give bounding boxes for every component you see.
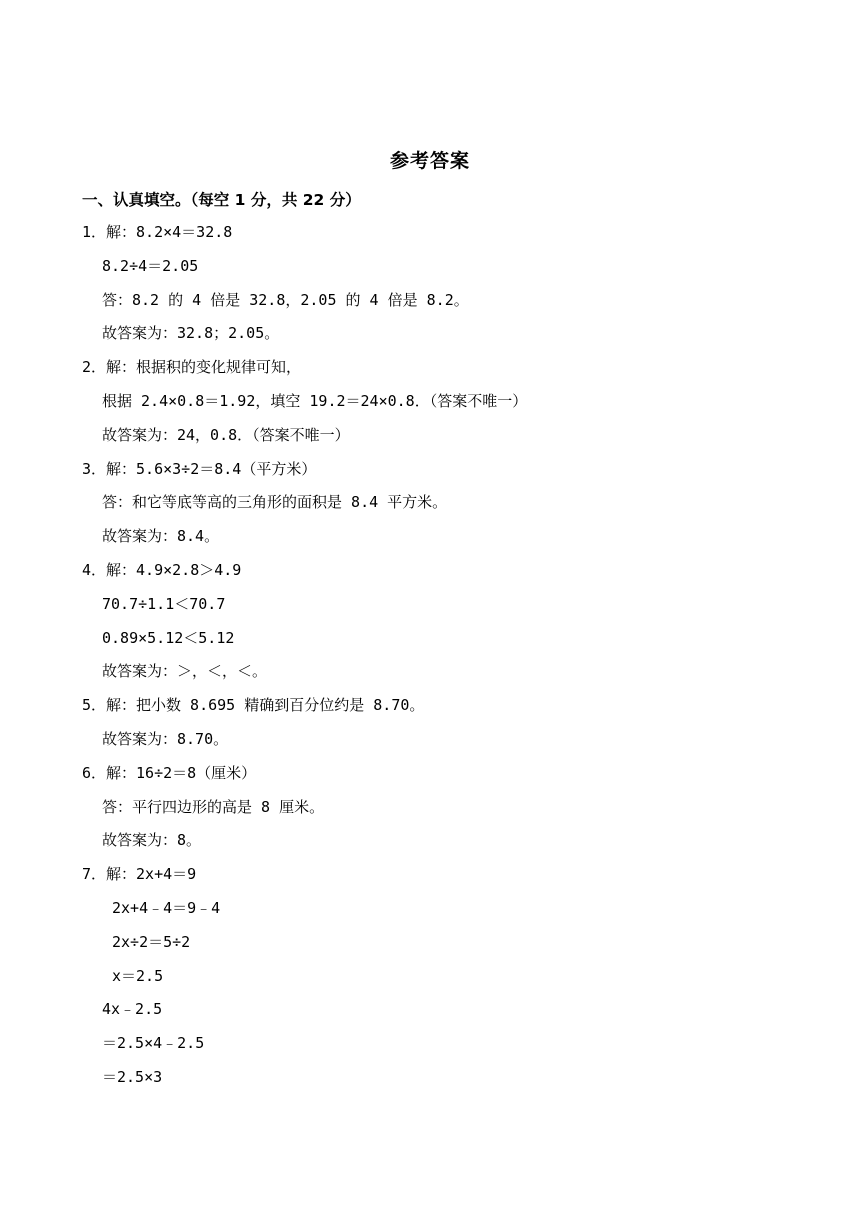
answer-line: 2x+4﹣4＝9﹣4: [112, 899, 221, 917]
answer-line: x＝2.5: [112, 966, 164, 985]
answer-line: 4．解：4.9×2.8＞4.9: [82, 561, 242, 579]
answer-line: 2x÷2＝5÷2: [112, 932, 191, 951]
answer-line: 故答案为：24，0.8．（答案不唯一）: [102, 425, 350, 444]
answer-line: 故答案为：＞，＜，＜。: [102, 662, 268, 681]
page-title: 参考答案: [389, 150, 470, 172]
answer-line: 7．解：2x+4＝9: [82, 865, 197, 884]
answer-line: 3．解：5.6×3÷2＝8.4（平方米）: [82, 459, 317, 478]
answer-line: 4x﹣2.5: [102, 1000, 163, 1019]
answer-line: 故答案为：8。: [102, 831, 202, 850]
answer-line: ＝2.5×3: [102, 1068, 163, 1086]
answer-line: 1．解：8.2×4＝32.8: [82, 223, 233, 241]
answer-line: 故答案为：8.70。: [102, 730, 229, 748]
answer-line: 2．解：根据积的变化规律可知，: [82, 358, 302, 377]
answer-line: 故答案为：8.4。: [102, 527, 220, 546]
answer-line: 8.2÷4＝2.05: [102, 256, 199, 275]
answer-line: 6．解：16÷2＝8（厘米）: [82, 763, 257, 782]
answer-line: ＝2.5×4﹣2.5: [102, 1034, 205, 1053]
answer-line: 答：8.2 的 4 倍是 32.8，2.05 的 4 倍是 8.2。: [102, 290, 469, 309]
answer-line: 5．解：把小数 8.695 精确到百分位约是 8.70。: [82, 696, 425, 715]
section-heading: 一、认真填空。（每空 1 分，共 22 分）: [82, 191, 361, 209]
answer-line: 答：平行四边形的高是 8 厘米。: [102, 797, 325, 816]
answer-line: 答：和它等底等高的三角形的面积是 8.4 平方米。: [102, 493, 448, 512]
answer-line: 根据 2.4×0.8＝1.92，填空 19.2＝24×0.8．（答案不唯一）: [102, 392, 528, 410]
answer-line: 故答案为：32.8；2.05。: [102, 324, 280, 343]
answer-line: 0.89×5.12＜5.12: [102, 628, 235, 647]
answer-line: 70.7÷1.1＜70.7: [102, 594, 226, 613]
